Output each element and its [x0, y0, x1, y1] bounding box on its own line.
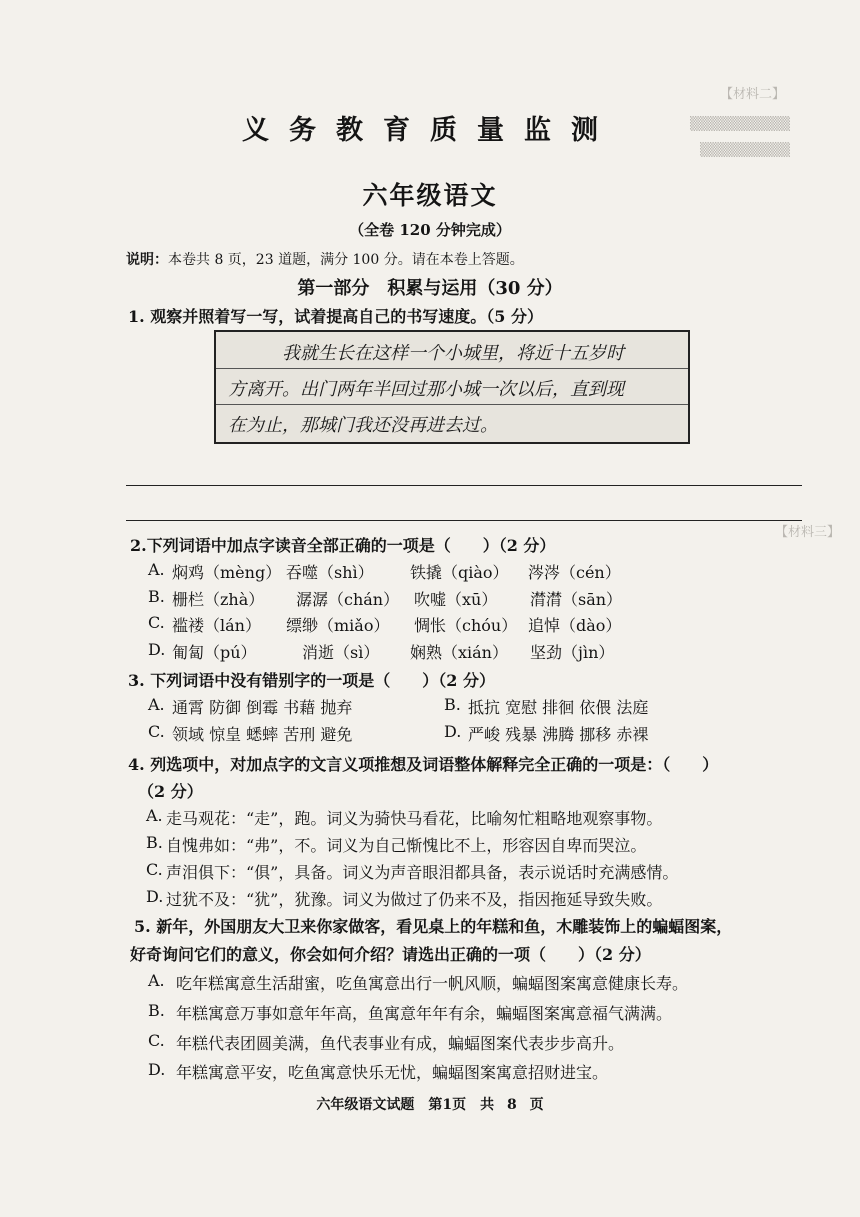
answer-writing-line-1[interactable]: [126, 485, 802, 486]
bleed-through-text: 【材料二】: [720, 87, 786, 102]
option-word: 惆怅（chóu）: [414, 616, 518, 635]
option-letter: C.: [148, 1031, 165, 1050]
option-text: 吃年糕寓意生活甜蜜，吃鱼寓意出行一帆风顺，蝙蝠图案寓意健康长寿。: [176, 974, 689, 993]
question-5-stem-line-1: 5. 新年，外国朋友大卫来你家做客，看见桌上的年糕和鱼，木雕装饰上的蝙蝠图案，: [134, 917, 733, 936]
question-1-stem: 1. 观察并照着写一写，试着提高自己的书写速度。（5 分）: [128, 307, 543, 326]
part-one-heading: 第一部分 积累与运用（30 分）: [297, 278, 563, 299]
option-letter: A.: [148, 560, 165, 579]
option-word: 娴熟（xián）: [410, 643, 508, 662]
exam-instructions: [126, 249, 524, 269]
option-text: 年糕寓意万事如意年年高，鱼寓意年年有余，蝙蝠图案寓意福气满满。: [176, 1004, 673, 1023]
option-text: 领域 惊皇 蟋蟀 苦刑 避免: [172, 725, 353, 744]
option-text: 年糕寓意平安，吃鱼寓意快乐无忧，蝙蝠图案寓意招财进宝。: [176, 1063, 609, 1082]
option-text: 自愧弗如：“弗”，不。词义为自己惭愧比不上，形容因自卑而哭泣。: [166, 836, 647, 855]
option-word: 涔涔（cén）: [528, 563, 621, 582]
option-word: 褴褛（lán）: [172, 616, 261, 635]
question-4-stem: 4. 列选项中，对加点字的文言义项推想及词语整体解释完全正确的一项是：（ ）: [128, 755, 719, 774]
option-text: 严峻 残暴 沸腾 挪移 赤裸: [468, 725, 649, 744]
option-word: 铁撬（qiào）: [410, 563, 509, 582]
option-text: 抵抗 宽慰 排徊 依偎 法庭: [468, 698, 649, 717]
handwriting-sample-box: [214, 330, 690, 444]
grade-subject-title: 六年级语文: [362, 181, 498, 210]
option-letter: A.: [148, 971, 165, 990]
box-rule-line: [216, 368, 688, 369]
question-4-points: （2 分）: [138, 782, 203, 801]
question-5-stem-line-2: 好奇询问它们的意义，你会如何介绍？请选出正确的一项（ ）（2 分）: [130, 945, 651, 964]
option-word: 缥缈（miǎo）: [286, 616, 390, 635]
option-letter: D.: [148, 640, 166, 659]
page-footer: 六年级语文试题 第1页 共 8 页: [316, 1097, 544, 1113]
option-letter: C.: [146, 860, 163, 879]
option-letter: B.: [146, 833, 163, 852]
option-letter: C.: [148, 613, 165, 632]
option-text: 过犹不及：“犹”，犹豫。词义为做过了仍来不及，指因拖延导致失败。: [166, 890, 663, 909]
question-3-stem: 3. 下列词语中没有错别字的一项是（ ）（2 分）: [128, 671, 495, 690]
option-word: 潺潺（chán）: [296, 590, 400, 609]
option-text: 走马观花：“走”，跑。词义为骑快马看花，比喻匆忙粗略地观察事物。: [166, 809, 663, 828]
answer-writing-line-2[interactable]: [126, 520, 802, 521]
option-letter: D.: [146, 887, 164, 906]
box-rule-line: [216, 404, 688, 405]
option-letter: D.: [148, 1060, 166, 1079]
option-word: 栅栏（zhà）: [172, 590, 265, 609]
option-word: 匍匐（pú）: [172, 643, 257, 662]
option-letter: A.: [146, 806, 163, 825]
option-letter: B.: [148, 1001, 165, 1020]
option-letter: D.: [444, 722, 462, 741]
bleed-through-text: 【材料三】: [775, 525, 841, 540]
exam-duration-note: （全卷 120 分钟完成）: [349, 221, 511, 239]
option-word: 吞噬（shì）: [286, 563, 374, 582]
instructions-text: 本卷共 8 页，23 道题，满分 100 分。请在本卷上答题。: [168, 252, 524, 268]
option-word: 追悼（dào）: [528, 616, 622, 635]
option-word: 焖鸡（mèng）: [172, 563, 282, 582]
option-word: 消逝（sì）: [302, 643, 380, 662]
instructions-label: 说明：: [126, 252, 168, 268]
option-letter: A.: [148, 695, 165, 714]
option-word: 吹嘘（xū）: [414, 590, 498, 609]
question-2-stem: 2.下列词语中加点字读音全部正确的一项是（ ）（2 分）: [130, 536, 556, 555]
option-text: 声泪俱下：“俱”，具备。词义为声音眼泪都具备，表示说话时充满感情。: [166, 863, 679, 882]
bleed-through-text: ▒▒▒▒▒▒▒▒▒▒: [690, 117, 790, 132]
option-letter: B.: [148, 587, 165, 606]
handwriting-line-2: 方离开。出门两年半回过那小城一次以后，直到现: [228, 379, 624, 400]
handwriting-line-3: 在为止，那城门我还没再进去过。: [228, 415, 498, 436]
exam-title: 义务教育质量监测: [242, 115, 618, 146]
bleed-through-text: ▒▒▒▒▒▒▒▒▒: [700, 143, 790, 158]
option-letter: B.: [444, 695, 461, 714]
option-letter: C.: [148, 722, 165, 741]
option-text: 年糕代表团圆美满，鱼代表事业有成，蝙蝠图案代表步步高升。: [176, 1034, 625, 1053]
option-word: 坚劲（jìn）: [530, 643, 615, 662]
option-word: 潸潸（sān）: [530, 590, 623, 609]
option-text: 通霄 防御 倒霉 书藉 抛弃: [172, 698, 353, 717]
handwriting-line-1: 我就生长在这样一个小城里，将近十五岁时: [282, 343, 624, 364]
